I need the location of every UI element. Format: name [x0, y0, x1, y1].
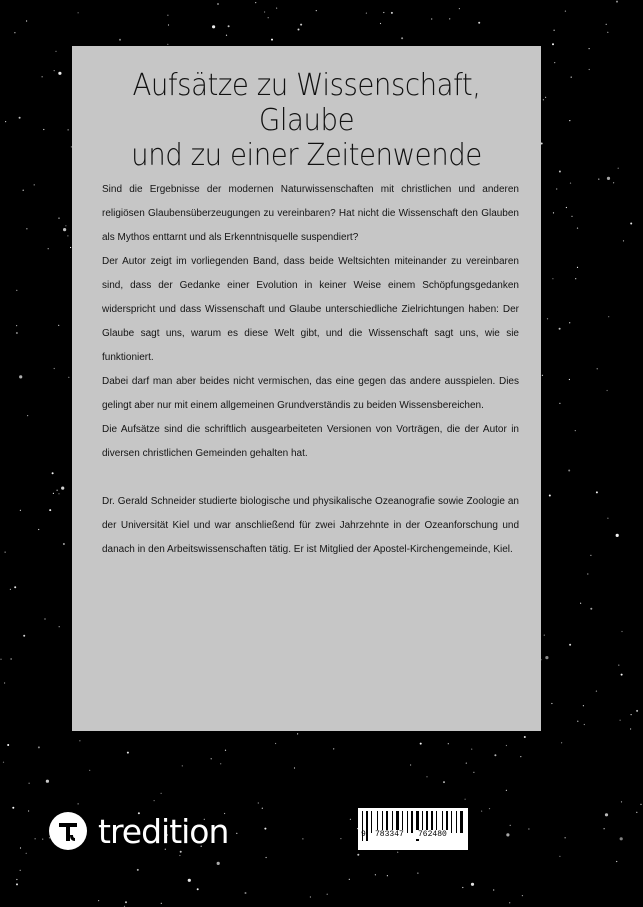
barcode-digits — [358, 830, 468, 842]
star — [541, 143, 543, 145]
blurb-paragraph-1: Sind die Ergebnisse der modernen Naturwissenschaften mit christlichen und anderen religiösen Glaubensüberzeugungen zu vereinbaren? Hat nicht die Wissenschaft den Glauben als Mythos enttarnt und als Erkenntnisquelle suspendiert? — [102, 184, 519, 243]
star — [417, 873, 418, 874]
star — [640, 804, 641, 805]
star — [275, 743, 276, 744]
star — [61, 487, 64, 490]
star — [46, 780, 49, 783]
star — [577, 228, 578, 229]
star — [569, 644, 571, 646]
star — [78, 12, 79, 13]
star — [616, 1, 618, 3]
star — [556, 188, 557, 189]
star — [616, 861, 617, 862]
star — [443, 781, 445, 783]
star — [636, 710, 638, 712]
star — [410, 764, 411, 765]
star — [38, 529, 39, 530]
star — [154, 800, 155, 801]
star — [551, 703, 552, 704]
star — [217, 3, 219, 5]
star — [220, 763, 221, 764]
star — [16, 332, 18, 334]
star — [391, 12, 393, 14]
star — [11, 658, 12, 659]
star — [431, 18, 432, 19]
barcode-digit-first: 9 — [361, 830, 366, 839]
star — [596, 691, 597, 692]
isbn-barcode — [358, 808, 468, 850]
star — [27, 415, 28, 416]
star — [316, 10, 317, 11]
star — [10, 589, 11, 590]
star — [621, 631, 622, 632]
star — [545, 97, 546, 98]
star — [58, 218, 59, 219]
star — [182, 765, 183, 766]
star — [68, 129, 69, 130]
star — [26, 853, 27, 854]
star — [266, 857, 267, 858]
tredition-t-logo-icon — [49, 812, 87, 850]
star — [23, 190, 24, 191]
star — [506, 745, 507, 746]
star — [53, 493, 54, 494]
barcode-group-1: 783347 — [375, 830, 404, 839]
star — [426, 776, 427, 777]
star — [225, 750, 226, 751]
star — [14, 586, 16, 588]
star — [63, 228, 66, 231]
star — [636, 812, 637, 813]
star — [57, 490, 58, 491]
star — [620, 720, 621, 721]
star — [568, 470, 570, 472]
star — [58, 493, 59, 494]
barcode-group-2: 762480 — [418, 830, 447, 839]
star — [357, 854, 359, 856]
star — [543, 99, 544, 100]
star — [16, 883, 18, 885]
star — [616, 534, 619, 537]
star — [493, 889, 494, 890]
star — [168, 24, 169, 25]
star — [211, 758, 212, 759]
star — [29, 783, 30, 784]
star — [621, 674, 623, 676]
star — [68, 377, 69, 378]
star — [212, 25, 215, 28]
star — [606, 24, 607, 25]
star — [4, 682, 5, 683]
star — [571, 77, 572, 78]
star — [559, 171, 561, 173]
star — [125, 901, 127, 903]
star — [375, 874, 376, 875]
star — [54, 368, 55, 369]
star — [607, 518, 608, 519]
star — [597, 368, 598, 369]
star — [63, 543, 65, 545]
star — [268, 17, 269, 18]
star — [589, 69, 590, 70]
star — [565, 837, 566, 838]
star — [587, 573, 588, 574]
star — [481, 811, 482, 812]
star — [590, 555, 591, 556]
star — [580, 603, 581, 604]
star — [310, 896, 311, 897]
star — [618, 665, 619, 666]
star — [217, 862, 220, 865]
star — [7, 744, 9, 746]
book-title-line-1: Aufsätze zu Wissenschaft, Glaube — [132, 68, 481, 138]
blurb-text — [102, 178, 519, 562]
star — [478, 22, 480, 24]
star — [340, 838, 341, 839]
blurb-paragraph-4: Die Aufsätze sind die schriftlich ausgearbeiteten Versionen von Vorträgen, die der Autor in diversen christlichen Gemeinden gehalten hat. — [102, 424, 519, 459]
star — [23, 635, 25, 637]
star — [48, 248, 49, 249]
star — [67, 235, 68, 236]
star — [78, 803, 79, 804]
star — [566, 207, 567, 208]
star — [52, 472, 54, 474]
star — [58, 72, 61, 75]
star — [583, 705, 584, 706]
star — [55, 51, 56, 52]
star — [188, 879, 191, 882]
star — [528, 828, 529, 829]
star — [397, 852, 398, 853]
star — [42, 839, 43, 840]
star — [569, 120, 570, 121]
star — [465, 799, 466, 800]
star — [38, 746, 40, 748]
star — [510, 825, 511, 826]
star — [506, 790, 507, 791]
star — [549, 495, 551, 497]
star — [98, 900, 99, 901]
star — [228, 25, 230, 27]
star — [42, 76, 43, 77]
publisher-name: tredition — [98, 811, 229, 851]
star — [575, 430, 576, 431]
book-title-line-2: und zu einer Zeitenwende — [131, 138, 482, 173]
star — [623, 240, 624, 241]
star — [255, 2, 256, 3]
star — [569, 322, 570, 323]
star — [590, 608, 592, 610]
star — [119, 39, 121, 41]
star — [489, 808, 490, 809]
star — [608, 316, 609, 317]
star — [300, 24, 302, 26]
star — [12, 807, 14, 809]
star — [43, 129, 44, 130]
star — [618, 168, 619, 169]
star — [26, 20, 27, 21]
star — [349, 879, 350, 880]
star — [65, 225, 66, 226]
star — [575, 278, 576, 279]
star — [35, 838, 36, 839]
star — [20, 510, 21, 511]
star — [554, 62, 555, 63]
star — [473, 772, 474, 773]
star — [621, 801, 622, 802]
star — [605, 813, 608, 816]
star — [79, 740, 80, 741]
star — [620, 837, 623, 840]
star — [577, 721, 578, 722]
star — [5, 121, 6, 122]
star — [89, 770, 90, 771]
star — [522, 895, 523, 896]
star — [466, 763, 467, 764]
star — [264, 11, 265, 12]
star — [58, 325, 59, 326]
star — [127, 752, 129, 754]
star — [3, 762, 4, 763]
star — [16, 290, 17, 291]
star — [598, 179, 599, 180]
star — [167, 15, 168, 16]
star — [607, 32, 608, 33]
star — [630, 223, 632, 225]
star — [449, 18, 450, 19]
star — [44, 618, 45, 619]
star — [570, 183, 571, 184]
star — [607, 177, 610, 180]
star — [28, 810, 29, 811]
back-cover-text-panel — [72, 46, 541, 731]
star — [584, 724, 585, 725]
star — [271, 39, 273, 41]
star — [276, 8, 277, 9]
star — [613, 182, 614, 183]
star — [297, 733, 298, 734]
blurb-paragraph-3: Dabei darf man aber beides nicht vermischen, das eine gegen das andere ausspielen. Dies gelingt aber nur mit einem allgemeinen Grundverständis zu beiden Wissensbereichen. — [102, 376, 519, 411]
star — [420, 743, 422, 745]
star — [462, 887, 463, 888]
star — [298, 29, 300, 31]
star — [137, 869, 139, 871]
star — [226, 35, 227, 36]
star — [589, 48, 590, 49]
star — [350, 819, 351, 820]
star — [383, 12, 384, 13]
star — [459, 8, 460, 9]
book-title — [72, 68, 541, 173]
star — [561, 742, 562, 743]
star — [19, 375, 22, 378]
star — [630, 728, 631, 729]
author-bio: Dr. Gerald Schneider studierte biologische und physikalische Ozeanografie sowie Zoologie an der Universität Kiel und war anschließend für zwei Jahrzehnte in der Ozeanforschung und danach in den Arbeitswissenschaften tätig. Er ist Mitglied der Apostel-Kirchengemeinde, Kiel. — [102, 496, 519, 555]
star — [245, 892, 247, 894]
star — [569, 379, 570, 380]
star — [5, 552, 6, 553]
star — [264, 828, 266, 830]
star — [294, 767, 295, 768]
star — [333, 748, 334, 749]
star — [366, 13, 367, 14]
star — [387, 875, 388, 876]
star — [327, 894, 328, 895]
star — [545, 656, 548, 659]
star — [448, 743, 449, 744]
star — [380, 23, 381, 24]
star — [236, 833, 237, 834]
star — [59, 626, 60, 627]
star — [559, 856, 560, 857]
star — [49, 509, 51, 511]
star — [506, 833, 509, 836]
star — [14, 32, 15, 33]
star — [547, 318, 548, 319]
star — [161, 793, 162, 794]
star — [20, 847, 21, 848]
star — [509, 902, 510, 903]
star — [565, 11, 566, 12]
star — [0, 659, 1, 660]
star — [471, 749, 472, 750]
star — [494, 754, 496, 756]
publisher-logo — [49, 808, 228, 854]
star — [161, 903, 162, 904]
star — [16, 325, 17, 326]
star — [20, 870, 21, 871]
star — [520, 756, 521, 757]
star — [302, 838, 303, 839]
star — [559, 403, 560, 404]
star — [34, 184, 35, 185]
star — [577, 267, 578, 268]
blurb-paragraph-2: Der Autor zeigt im vorliegenden Band, dass beide Weltsichten miteinander zu vereinbaren sind, dass der Gedanke einer Evolution in keiner Weise einem Schöpfungsgedanken widerspricht und dass Wissenschaft und Glaube unterschiedliche Zielrichtungen haben: Der Glaube sagt uns, warum es diese Welt gibt, und die Wissenschaft sagt uns, wie sie funktioniert. — [102, 256, 519, 363]
star — [631, 714, 632, 715]
star — [559, 328, 561, 330]
star — [596, 491, 598, 493]
star — [544, 635, 545, 636]
star — [571, 216, 572, 217]
star — [16, 879, 17, 880]
star — [258, 802, 259, 803]
star — [552, 43, 554, 45]
star — [542, 375, 543, 376]
star — [262, 808, 263, 809]
star — [554, 30, 555, 31]
star — [19, 117, 21, 119]
star — [553, 212, 554, 213]
star — [26, 228, 27, 229]
star — [179, 855, 180, 856]
star — [197, 888, 199, 890]
star — [167, 44, 168, 45]
star — [604, 828, 605, 829]
star — [552, 278, 553, 279]
star — [54, 70, 55, 71]
star — [401, 37, 403, 39]
star — [524, 736, 526, 738]
star — [471, 883, 474, 886]
star — [607, 390, 608, 391]
